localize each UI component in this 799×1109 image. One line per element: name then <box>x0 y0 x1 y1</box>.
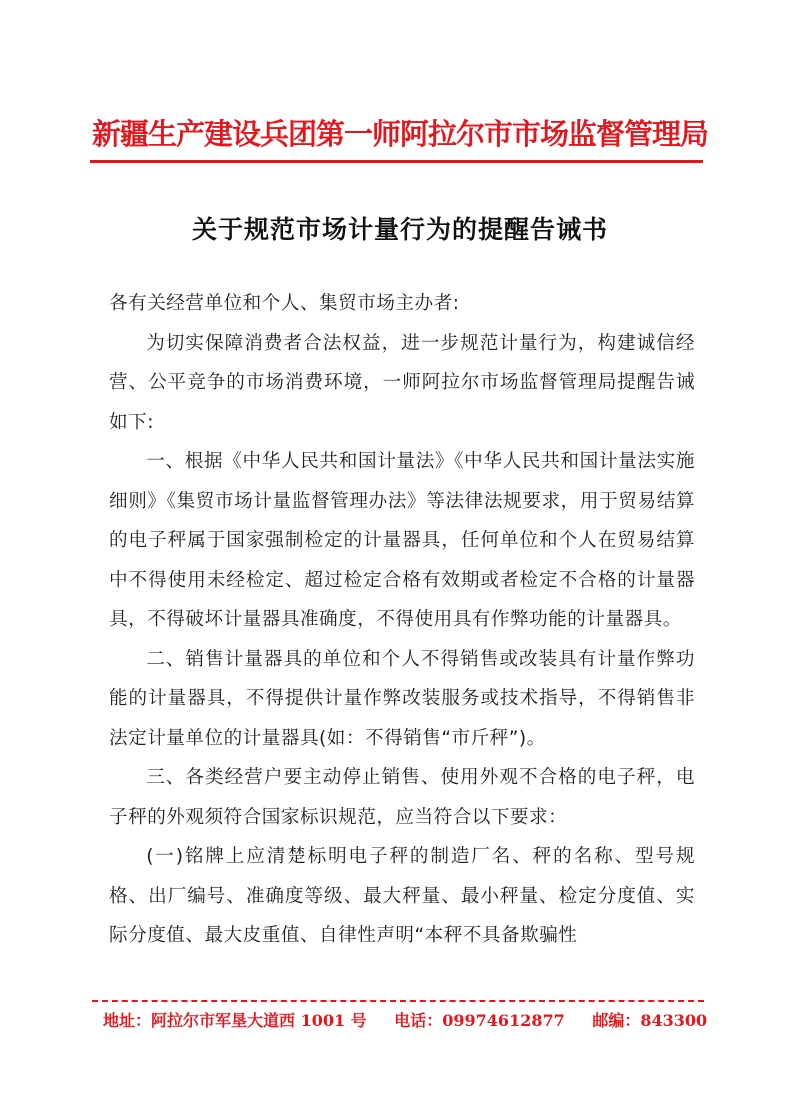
footer-address: 地址：阿拉尔市军垦大道西 1001 号 <box>103 1011 367 1030</box>
paragraph-intro: 为切实保障消费者合法权益，进一步规范计量行为，构建诚信经营、公平竞争的市场消费环境，一师阿拉尔市场监督管理局提醒告诫如下: <box>109 332 695 433</box>
paragraph-section-3: 三、各类经营户要主动停止销售、使用外观不合格的电子秤，电子秤的外观须符合国家标识规范，应当符合以下要求： <box>109 767 695 828</box>
footer-contact <box>103 1008 708 1031</box>
letterhead-agency-name: 新疆生产建设兵团第一师阿拉尔市市场监督管理局 <box>91 117 708 151</box>
footer-postcode: 邮编：843300 <box>592 1011 708 1030</box>
salutation: 各有关经营单位和个人、集贸市场主办者: <box>109 293 460 314</box>
paragraph-section-2: 二、销售计量器具的单位和个人不得销售或改装具有计量作弊功能的计量器具，不得提供计量作弊改装服务或技术指导，不得销售非法定计量单位的计量器具(如：不得销售“市斤秤”)。 <box>109 648 695 749</box>
letterhead-red-rule <box>90 160 703 163</box>
document-body <box>109 284 695 956</box>
footer-red-rule <box>92 1000 704 1004</box>
paragraph-section-1: 一、根据《中华人民共和国计量法》《中华人民共和国计量法实施细则》《集贸市场计量监督管理办法》等法律法规要求，用于贸易结算的电子秤属于国家强制检定的计量器具，任何单位和个人在贸易结算中不得使用未经检定、超过检定合格有效期或者检定不合格的计量器具，不得破坏计量器具准确度，不得使用具有作弊功能的计量器具。 <box>109 451 695 630</box>
document-title: 关于规范市场计量行为的提醒告诫书 <box>191 215 608 244</box>
footer-phone: 电话：09974612877 <box>394 1011 565 1030</box>
paragraph-subsection-1: (一)铭牌上应清楚标明电子秤的制造厂名、秤的名称、型号规格、出厂编号、准确度等级、最大秤量、最小秤量、检定分度值、实际分度值、最大皮重值、自律性声明“本秤不具备欺骗性 <box>109 846 695 946</box>
